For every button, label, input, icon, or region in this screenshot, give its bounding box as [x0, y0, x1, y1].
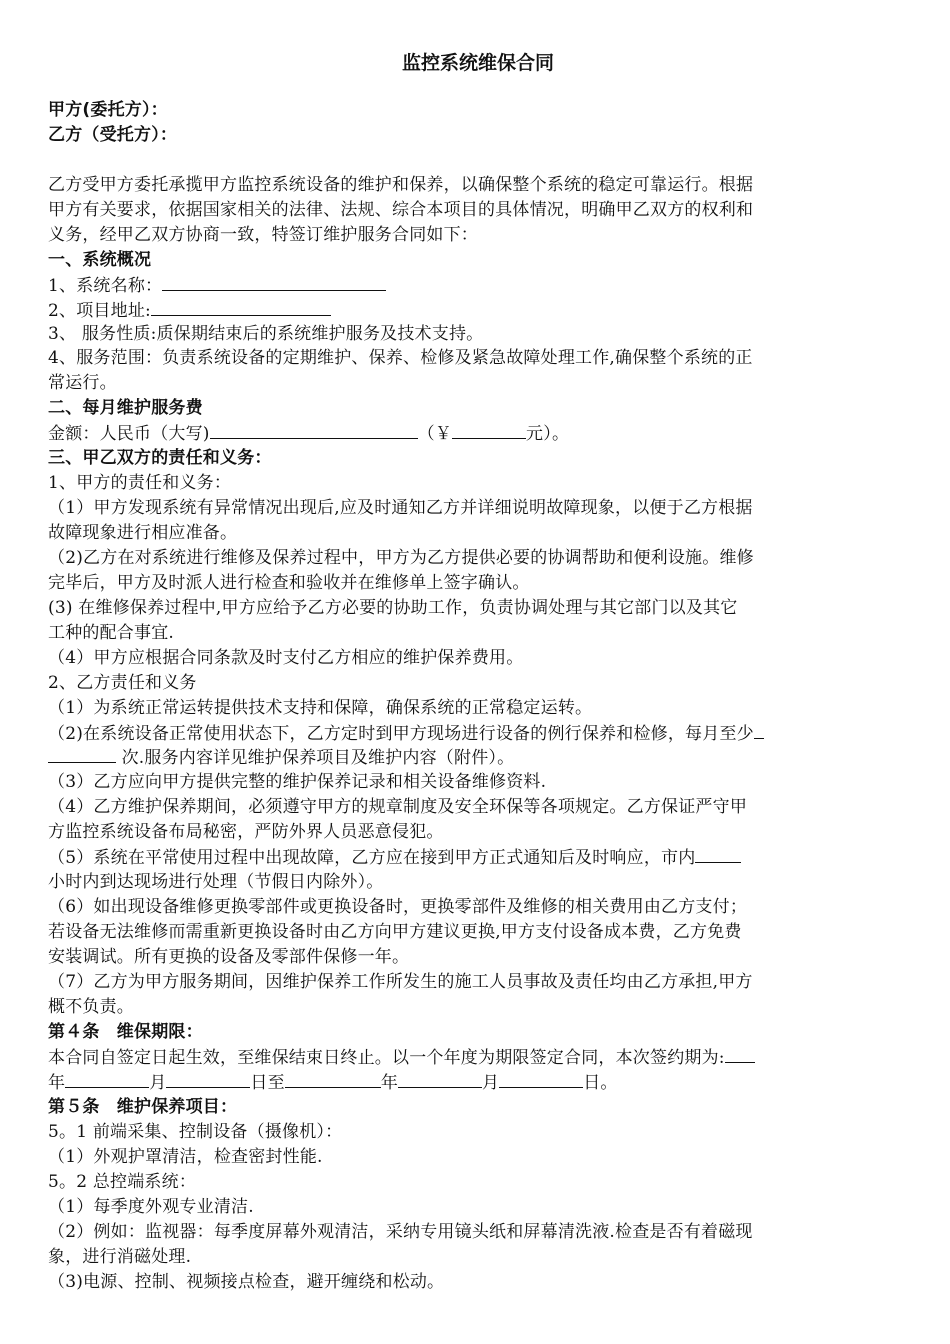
party-b-duty-7-line-2: 概不负责。: [48, 997, 134, 1017]
term-line-2: [48, 1070, 618, 1095]
amount-suffix: 元）。: [526, 424, 570, 444]
term-text: 本合同自签定日起生效，至维保结束日终止。以一个年度为期限签定合同，本次签约期为:: [48, 1048, 725, 1068]
article-4-heading: 第４条 维保期限：: [48, 1022, 203, 1042]
system-name-blank: [162, 273, 386, 291]
page-title: 监控系统维保合同: [401, 52, 554, 74]
party-b-duty-7-line-1: （7）乙方为甲方服务期间，因维护保养工作所发生的施工人员事故及责任均由乙方承担,甲方: [48, 972, 753, 992]
party-b-duty-3: （3）乙方应向甲方提供完整的维护保养记录和相关设备维修资料.: [48, 772, 547, 792]
system-name-label: 1、系统名称：: [48, 276, 163, 296]
item-5-1: 5。1 前端采集、控制设备（摄像机）：: [48, 1122, 343, 1142]
section-1-heading: 一、系统概况: [48, 250, 152, 270]
party-b-duty-2-text-2: 次.服务内容详见维护保养项目及维护内容（附件）。: [116, 748, 515, 768]
party-b-duty-5-line-1: [48, 845, 741, 870]
party-b-duty-4-line-2: 方监控系统设备布局秘密，严防外界人员恶意侵犯。: [48, 822, 444, 842]
party-b-label: 乙方（受托方）：: [48, 125, 178, 145]
system-name-row: [48, 273, 386, 298]
intro-line-3: 义务，经甲乙双方协商一致，特签订维护服务合同如下：: [48, 225, 478, 245]
term-end-month-label: 月: [482, 1073, 500, 1093]
visit-count-blank: [48, 745, 116, 763]
term-end-year-blank: [285, 1070, 381, 1088]
party-b-duty-5-text: （5）系统在平常使用过程中出现故障，乙方应在接到甲方正式通知后及时响应，市内: [48, 848, 696, 868]
item-5-2-1: （1）每季度外观专业清洁.: [48, 1197, 254, 1217]
party-a-duty-3-line-1: (3) 在维修保养过程中,甲方应给予乙方必要的协助工作，负责协调处理与其它部门以及其它: [48, 598, 738, 618]
amount-words-blank: [210, 421, 418, 439]
amount-number-blank: [452, 421, 526, 439]
project-address-row: [48, 298, 331, 323]
term-end-year-label: 年: [380, 1073, 399, 1093]
amount-row: [48, 421, 569, 446]
amount-prefix: 金额：人民币（大写): [48, 424, 210, 444]
party-b-duty-6-line-3: 安装调试。所有更换的设备及零部件保修一年。: [48, 947, 410, 967]
party-b-duty-4-line-1: （4）乙方维护保养期间，必须遵守甲方的规章制度及安全环保等各项规定。乙方保证严守甲: [48, 797, 748, 817]
response-hours-blank: [695, 845, 741, 863]
term-line-1: [48, 1045, 755, 1070]
project-address-label: 2、项目地址:: [48, 301, 151, 321]
term-start-month-blank: [65, 1070, 149, 1088]
intro-line-1: 乙方受甲方委托承揽甲方监控系统设备的维护和保养，以确保整个系统的稳定可靠运行。根据: [48, 175, 754, 195]
service-nature: 3、 服务性质:质保期结束后的系统维护服务及技术支持。: [48, 324, 484, 344]
party-b-duties-heading: 2、乙方责任和义务: [48, 673, 197, 693]
party-a-duty-4: （4）甲方应根据合同条款及时支付乙方相应的维护保养费用。: [48, 648, 524, 668]
intro-line-2: 甲方有关要求，依据国家相关的法律、法规、综合本项目的具体情况，明确甲乙双方的权利和: [48, 200, 754, 220]
party-b-duty-2-line-1: [48, 721, 764, 746]
party-a-duties-heading: 1、甲方的责任和义务：: [48, 473, 232, 493]
item-5-1-1: （1）外观护罩清洁，检查密封性能.: [48, 1147, 323, 1167]
party-a-label: 甲方(委托方）：: [48, 100, 168, 120]
party-a-duty-2-line-2: 完毕后，甲方及时派人进行检查和验收并在维修单上签字确认。: [48, 573, 530, 593]
item-5-2-2-line-1: （2）例如：监视器：每季度屏幕外观清洁，采纳专用镜头纸和屏幕清洗液.检查是否有着磁现: [48, 1222, 753, 1242]
party-a-duty-1-line-1: （1）甲方发现系统有异常情况出现后,应及时通知乙方并详细说明故障现象，以便于乙方根据: [48, 498, 753, 518]
party-b-duty-1: （1）为系统正常运转提供技术支持和保障，确保系统的正常稳定运转。: [48, 698, 593, 718]
party-b-duty-2-line-2: [48, 745, 514, 770]
item-5-2: 5。2 总控端系统：: [48, 1172, 197, 1192]
term-year-label: 年: [48, 1073, 66, 1093]
article-5-heading: 第５条 维护保养项目：: [48, 1097, 238, 1117]
amount-mid: （￥: [417, 424, 453, 444]
term-year-blank-start: [725, 1045, 755, 1063]
section-3-heading: 三、甲乙双方的责任和义务：: [48, 448, 272, 468]
term-day-to-label: 日至: [250, 1073, 285, 1093]
party-a-duty-2-line-1: （2)乙方在对系统进行维修及保养过程中，甲方为乙方提供必要的协调帮助和便利设施。维修: [48, 548, 754, 568]
term-start-day-blank: [166, 1070, 250, 1088]
term-end-day-blank: [499, 1070, 583, 1088]
party-b-duty-6-line-2: 若设备无法维修而需重新更换设备时由乙方向甲方建议更换,甲方支付设备成本费，乙方免费: [48, 922, 742, 942]
service-scope-line-1: 4、服务范围：负责系统设备的定期维护、保养、检修及紧急故障处理工作,确保整个系统的正: [48, 348, 753, 368]
party-b-duty-6-line-1: （6）如出现设备维修更换零部件或更换设备时，更换零部件及维修的相关费用由乙方支付；: [48, 897, 748, 917]
section-2-heading: 二、每月维护服务费: [48, 398, 203, 418]
party-b-duty-2-text: （2)在系统设备正常使用状态下，乙方定时到甲方现场进行设备的例行保养和检修，每月至少: [48, 724, 754, 744]
service-scope-line-2: 常运行。: [48, 373, 117, 393]
term-end-day-label: 日。: [583, 1073, 618, 1093]
term-end-month-blank: [398, 1070, 482, 1088]
item-5-2-3: （3)电源、控制、视频接点检查，避开缠绕和松动。: [48, 1272, 445, 1292]
party-b-duty-5-line-2: 小时内到达现场进行处理（节假日内除外）。: [48, 872, 384, 892]
item-5-2-2-line-2: 象，进行消磁处理.: [48, 1247, 192, 1267]
term-month-label: 月: [149, 1073, 167, 1093]
visit-count-blank-start: [754, 721, 764, 739]
party-a-duty-1-line-2: 故障现象进行相应准备。: [48, 523, 238, 543]
project-address-blank: [151, 298, 331, 316]
party-a-duty-3-line-2: 工种的配合事宜.: [48, 623, 175, 643]
